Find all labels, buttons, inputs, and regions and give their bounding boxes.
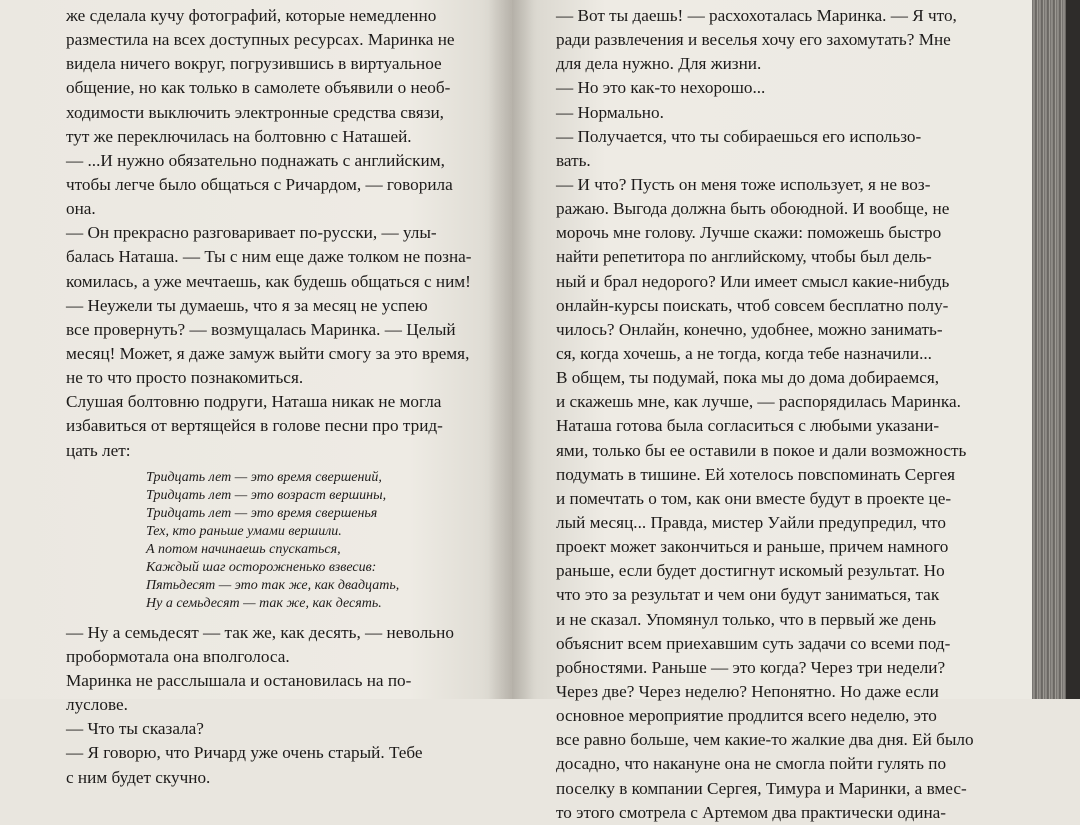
text-line: морочь мне голову. Лучше скажи: поможешь быстро <box>556 223 942 243</box>
text-line: ями, только бы ее оставили в покое и дали возможность <box>556 440 967 460</box>
text-line: Наташа готова была согласиться с любыми указани- <box>556 416 940 436</box>
text-line: — Получается, что ты собираешься его использо- <box>556 126 922 146</box>
verse-line: Каждый шаг осторожненько взвесив: <box>146 559 377 575</box>
text-line: и не сказал. Упомянул только, что в первый же день <box>556 609 937 629</box>
text-line: ражаю. Выгода должна быть обоюдной. И вообще, не <box>556 199 950 219</box>
text-line: ся, когда хочешь, а не тогда, когда тебе назначили... <box>556 343 932 363</box>
right-prose <box>556 4 994 825</box>
text-line: луслове. <box>66 695 128 715</box>
text-line: — И что? Пусть он меня тоже использует, я не воз- <box>556 174 931 194</box>
text-line: общение, но как только в самолете объявили о необ- <box>66 78 451 98</box>
text-line: проект может закончиться и раньше, причем намного <box>556 537 949 557</box>
text-line: Маринка не расслышала и остановилась на по- <box>66 670 412 690</box>
text-line: тут же переключилась на болтовню с Наташей. <box>66 126 412 146</box>
text-line: — Ну а семьдесят — так же, как десять, — невольно <box>66 622 454 642</box>
text-line: видела ничего вокруг, погрузившись в виртуальное <box>66 54 442 74</box>
text-line: для дела нужно. Для жизни. <box>556 54 762 74</box>
left-page-text <box>66 4 486 790</box>
text-line: все равно больше, чем какие-то жалкие два дня. Ей было <box>556 730 974 750</box>
text-line: объяснит всем приехавшим суть задачи со всеми под- <box>556 633 951 653</box>
text-line: — Неужели ты думаешь, что я за месяц не успею <box>66 295 428 315</box>
text-line: — Но это как-то нехорошо... <box>556 78 766 98</box>
text-line: ради развлечения и веселья хочу его захомутать? Мне <box>556 30 951 50</box>
text-line: робностями. Раньше — это когда? Через три недели? <box>556 657 946 677</box>
text-line: все провернуть? — возмущалась Маринка. — Целый <box>66 319 456 339</box>
text-line: месяц! Может, я даже замуж выйти смогу за это время, <box>66 343 470 363</box>
text-line: и скажешь мне, как лучше, — распорядилась Маринка. <box>556 392 961 412</box>
verse-line: Пятьдесят — это так же, как двадцать, <box>146 577 400 593</box>
verse-line: Ну а семьдесят — так же, как десять. <box>146 595 382 611</box>
text-line: чтобы легче было общаться с Ричардом, — говорила <box>66 174 453 194</box>
text-line: поселку в компании Сергея, Тимура и Маринки, а вмес- <box>556 778 967 798</box>
text-line: — Вот ты даешь! — расхохоталась Маринка. — Я что, <box>556 6 957 25</box>
text-line: — Он прекрасно разговаривает по-русски, — улы- <box>66 223 437 243</box>
text-line: ходимости выключить электронные средства связи, <box>66 102 444 122</box>
text-line: — ...И нужно обязательно поднажать с английским, <box>66 150 445 170</box>
book-page-edges <box>1032 0 1080 699</box>
poem-verse <box>66 469 486 613</box>
text-line: раньше, если будет достигнут искомый результат. Но <box>556 561 945 581</box>
text-line: что это за результат и чем они будут заниматься, так <box>556 585 940 605</box>
text-line: подумать в тишине. Ей хотелось повспоминать Сергея <box>556 464 956 484</box>
text-line: пробормотала она вполголоса. <box>66 646 290 666</box>
text-line: Через две? Через неделю? Непонятно. Но даже если <box>556 681 939 701</box>
text-line: Слушая болтовню подруги, Наташа никак не могла <box>66 392 442 412</box>
text-line: — Я говорю, что Ричард уже очень старый. Тебе <box>66 743 423 763</box>
text-line: лый месяц... Правда, мистер Уайли предупредил, что <box>556 512 946 532</box>
right-page-text <box>556 4 994 825</box>
text-line: она. <box>66 199 96 219</box>
text-line: разместила на всех доступных ресурсах. Маринка не <box>66 30 455 50</box>
text-line: то этого смотрела с Артемом два практически одина- <box>556 802 946 822</box>
left-prose-bottom <box>66 621 486 790</box>
verse-line: Тридцать лет — это время свершений, <box>146 469 382 485</box>
text-line: основное мероприятие продлится всего неделю, это <box>556 706 937 726</box>
verse-line: А потом начинаешь спускаться, <box>146 541 341 557</box>
text-line: не то что просто познакомиться. <box>66 368 304 388</box>
text-line: досадно, что накануне она не смогла пойти гулять по <box>556 754 947 774</box>
text-line: вать. <box>556 150 591 170</box>
text-line: чилось? Онлайн, конечно, удобнее, можно занимать- <box>556 319 943 339</box>
text-line: же сделала кучу фотографий, которые немедленно <box>66 6 437 25</box>
text-line: найти репетитора по английскому, чтобы был дель- <box>556 247 932 267</box>
book-gutter-shadow <box>488 0 534 699</box>
text-line: В общем, ты подумай, пока мы до дома добираемся, <box>556 368 940 388</box>
text-line: и помечтать о том, как они вместе будут в проекте це- <box>556 488 952 508</box>
right-page <box>512 0 1032 822</box>
text-line: ный и брал недорого? Или имеет смысл какие-нибудь <box>556 271 950 291</box>
verse-line: Тридцать лет — это возраст вершины, <box>146 487 387 503</box>
text-line: цать лет: <box>66 440 131 460</box>
text-line: избавиться от вертящейся в голове песни про трид- <box>66 416 443 436</box>
text-line: балась Наташа. — Ты с ним еще даже толком не позна- <box>66 247 472 267</box>
text-line: комилась, а уже мечтаешь, как будешь общаться с ним! <box>66 271 471 291</box>
text-line: с ним будет скучно. <box>66 767 211 787</box>
text-line: — Нормально. <box>556 102 664 122</box>
text-line: онлайн-курсы поискать, чтоб совсем бесплатно полу- <box>556 295 949 315</box>
text-line: — Что ты сказала? <box>66 719 204 739</box>
left-prose-top <box>66 4 486 463</box>
verse-line: Тридцать лет — это время свершенья <box>146 505 378 521</box>
verse-line: Тех, кто раньше умами вершили. <box>146 523 342 539</box>
left-page <box>0 0 512 787</box>
